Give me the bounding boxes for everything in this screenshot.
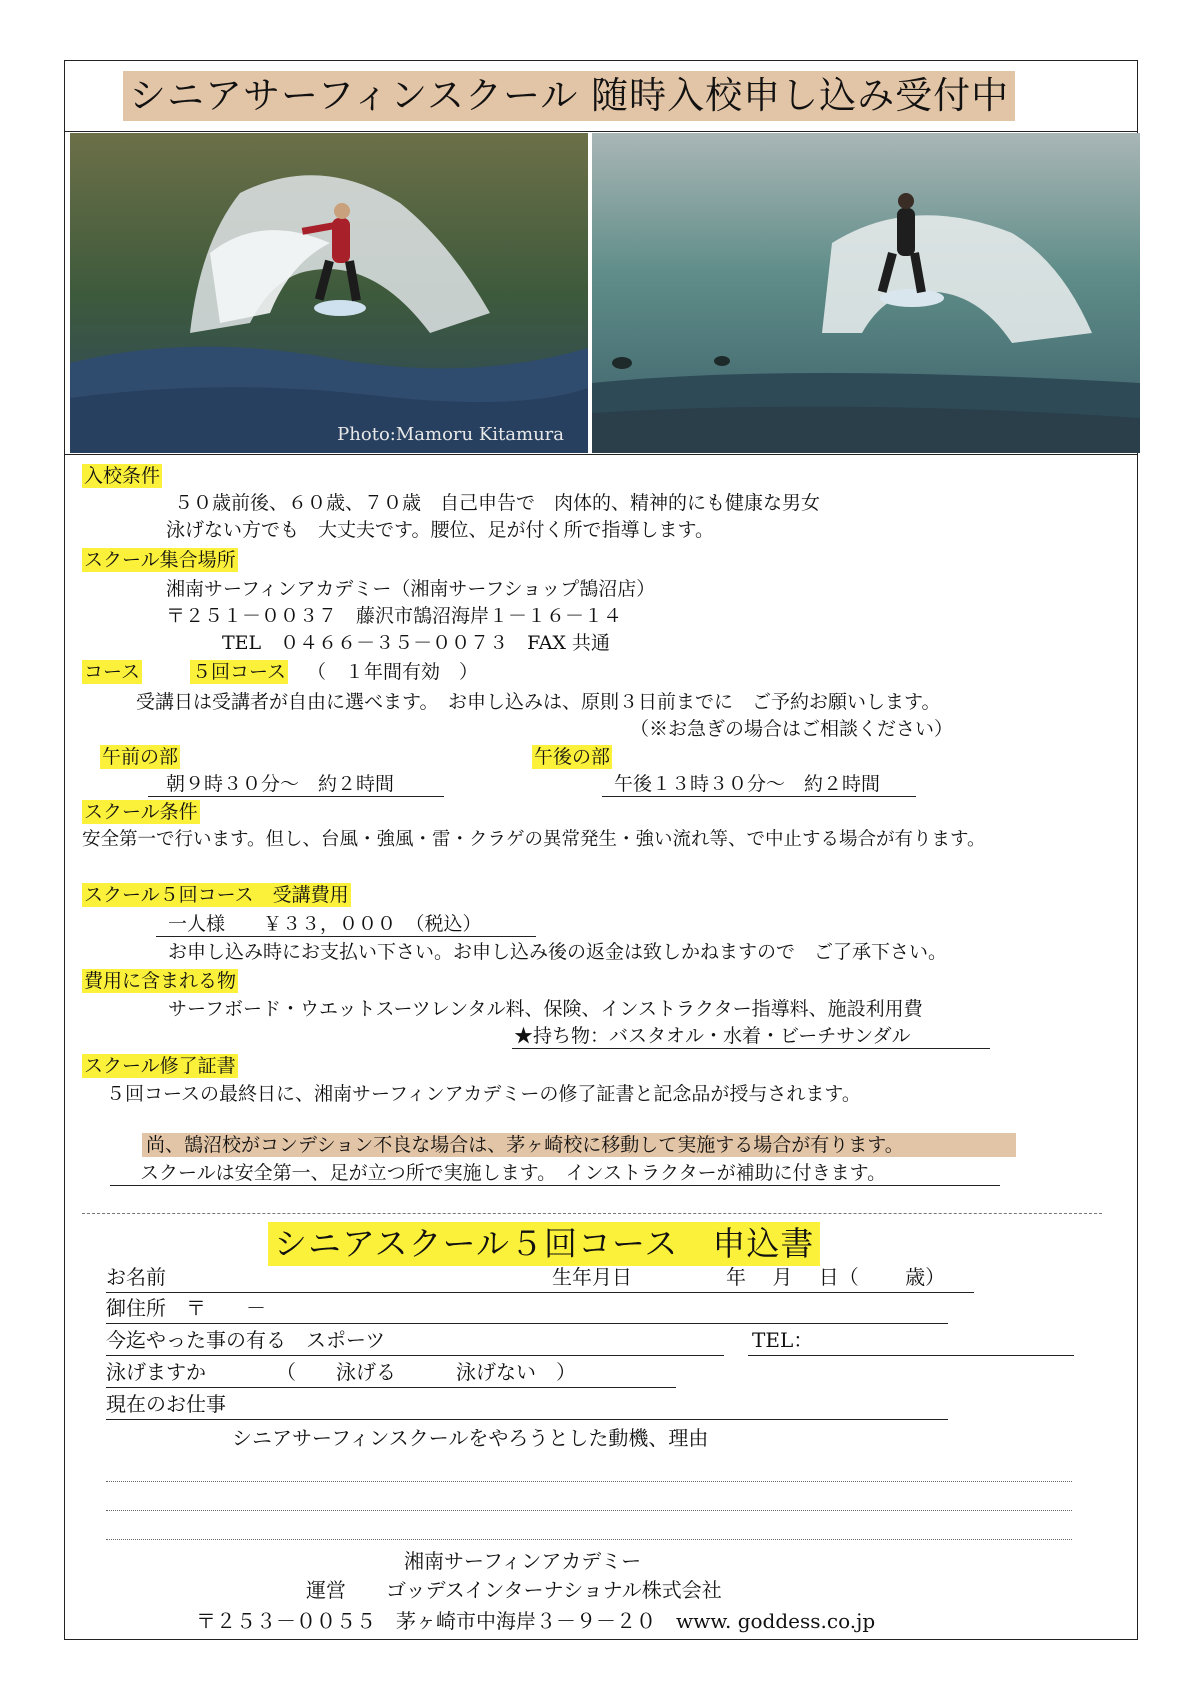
pm-time-text: 午後１３時３０分～ 約２時間 — [614, 773, 881, 795]
meeting-line1: 湘南サーフィンアカデミー（湘南サーフショップ鵠沼店） — [166, 578, 656, 600]
form-swim-label: 泳げますか （ 泳げる 泳げない ） — [106, 1360, 576, 1384]
form-motive-line-3[interactable] — [106, 1539, 1072, 1540]
form-tel-line[interactable] — [748, 1355, 1074, 1356]
form-job-label: 現在のお仕事 — [106, 1392, 226, 1416]
included-heading: 費用に含まれる物 — [84, 970, 237, 992]
course-line1: 受講日は受講者が自由に選べます。 お申し込みは、原則３日前までに ご予約お願いします。 — [136, 691, 941, 713]
included-bring-text: ★持ち物：バスタオル・水着・ビーチサンダル — [514, 1025, 911, 1047]
form-address-line[interactable] — [106, 1323, 948, 1324]
notice-2-text: スクールは安全第一、足が立つ所で実施します。 インストラクターが補助に付きます。 — [140, 1162, 887, 1184]
footer-operator: 運営 ゴッデスインターナショナル株式会社 — [306, 1578, 722, 1602]
entry-line1: ５０歳前後、６０歳、７０歳 自己申告で 肉体的、精神的にも健康な男女 — [174, 492, 821, 514]
meeting-tel: TEL ０４６６－３５－００７３ FAX 共通 — [222, 632, 610, 654]
fee-heading: スクール５回コース 受講費用 — [84, 884, 349, 906]
notice-2 — [110, 1161, 1000, 1186]
form-sports-line[interactable] — [106, 1355, 724, 1356]
form-name-label: お名前 — [106, 1265, 166, 1289]
am-time — [148, 772, 444, 797]
certificate-heading: スクール修了証書 — [84, 1055, 236, 1077]
course-name: ５回コース — [192, 661, 287, 683]
course-heading: コース — [84, 661, 141, 683]
form-motive-line-2[interactable] — [106, 1510, 1072, 1511]
surfer-photo-right — [592, 133, 1140, 453]
form-name-line[interactable] — [106, 1292, 974, 1293]
form-tel-label: TEL： — [752, 1328, 814, 1352]
pm-time — [602, 772, 916, 797]
am-time-text: 朝９時３０分～ 約２時間 — [166, 773, 395, 795]
fee-price — [156, 912, 536, 937]
am-label: 午前の部 — [102, 746, 179, 768]
form-motive-line-1[interactable] — [106, 1481, 1072, 1482]
cut-line — [82, 1213, 1102, 1214]
entry-line2: 泳げない方でも 大丈夫です。腰位、足が付く所で指導します。 — [166, 519, 714, 541]
course-validity: （ １年間有効 ） — [307, 661, 479, 683]
conditions-line1: 安全第一で行います。但し、台風・強風・雷・クラゲの異常発生・強い流れ等、で中止する場合が有ります。 — [82, 829, 986, 850]
fee-price-text: 一人様 ￥３３，０００ （税込） — [168, 913, 482, 935]
photo-credit: Photo:Mamoru Kitamura — [337, 424, 564, 445]
included-bring — [512, 1024, 990, 1049]
form-birth-label: 生年月日 — [552, 1265, 632, 1289]
form-address-label: 御住所 〒 － — [106, 1296, 266, 1320]
course-line2: （※お急ぎの場合はご相談ください） — [630, 718, 954, 740]
form-sports-label: 今迄やった事の有る スポーツ — [106, 1328, 386, 1352]
pm-label: 午後の部 — [534, 746, 611, 768]
meeting-address: 〒２５１－００３７ 藤沢市鵠沼海岸１－１６－１４ — [166, 605, 623, 627]
entry-heading: 入校条件 — [84, 465, 161, 487]
fee-note: お申し込み時にお支払い下さい。お申し込み後の返金は致しかねますので ご了承下さい。 — [168, 941, 948, 963]
footer-org: 湘南サーフィンアカデミー — [404, 1549, 642, 1573]
form-swim-line[interactable] — [106, 1387, 676, 1388]
form-title: シニアスクール５回コース 申込書 — [268, 1222, 820, 1266]
meeting-heading: スクール集合場所 — [84, 549, 236, 571]
conditions-heading: スクール条件 — [84, 801, 198, 823]
footer-address: 〒２５３－００５５ 茅ヶ崎市中海岸３－９－２０ www. goddess.co.jp — [196, 1609, 876, 1633]
form-motive-label: シニアサーフィンスクールをやろうとした動機、理由 — [232, 1426, 709, 1450]
form-job-line[interactable] — [106, 1419, 948, 1420]
included-line1: サーフボード・ウエットスーツレンタル料、保険、インストラクター指導料、施設利用費 — [168, 998, 923, 1020]
surfer-photo-left — [70, 133, 588, 453]
notice-1: 尚、鵠沼校がコンデション不良な場合は、茅ヶ崎校に移動して実施する場合が有ります。 — [142, 1133, 1016, 1157]
page-title: シニアサーフィンスクール 随時入校申し込み受付中 — [123, 71, 1015, 121]
form-birth-fields: 年 月 日（ 歳） — [726, 1265, 946, 1289]
certificate-line1: ５回コースの最終日に、湘南サーフィンアカデミーの修了証書と記念品が授与されます。 — [106, 1083, 861, 1105]
